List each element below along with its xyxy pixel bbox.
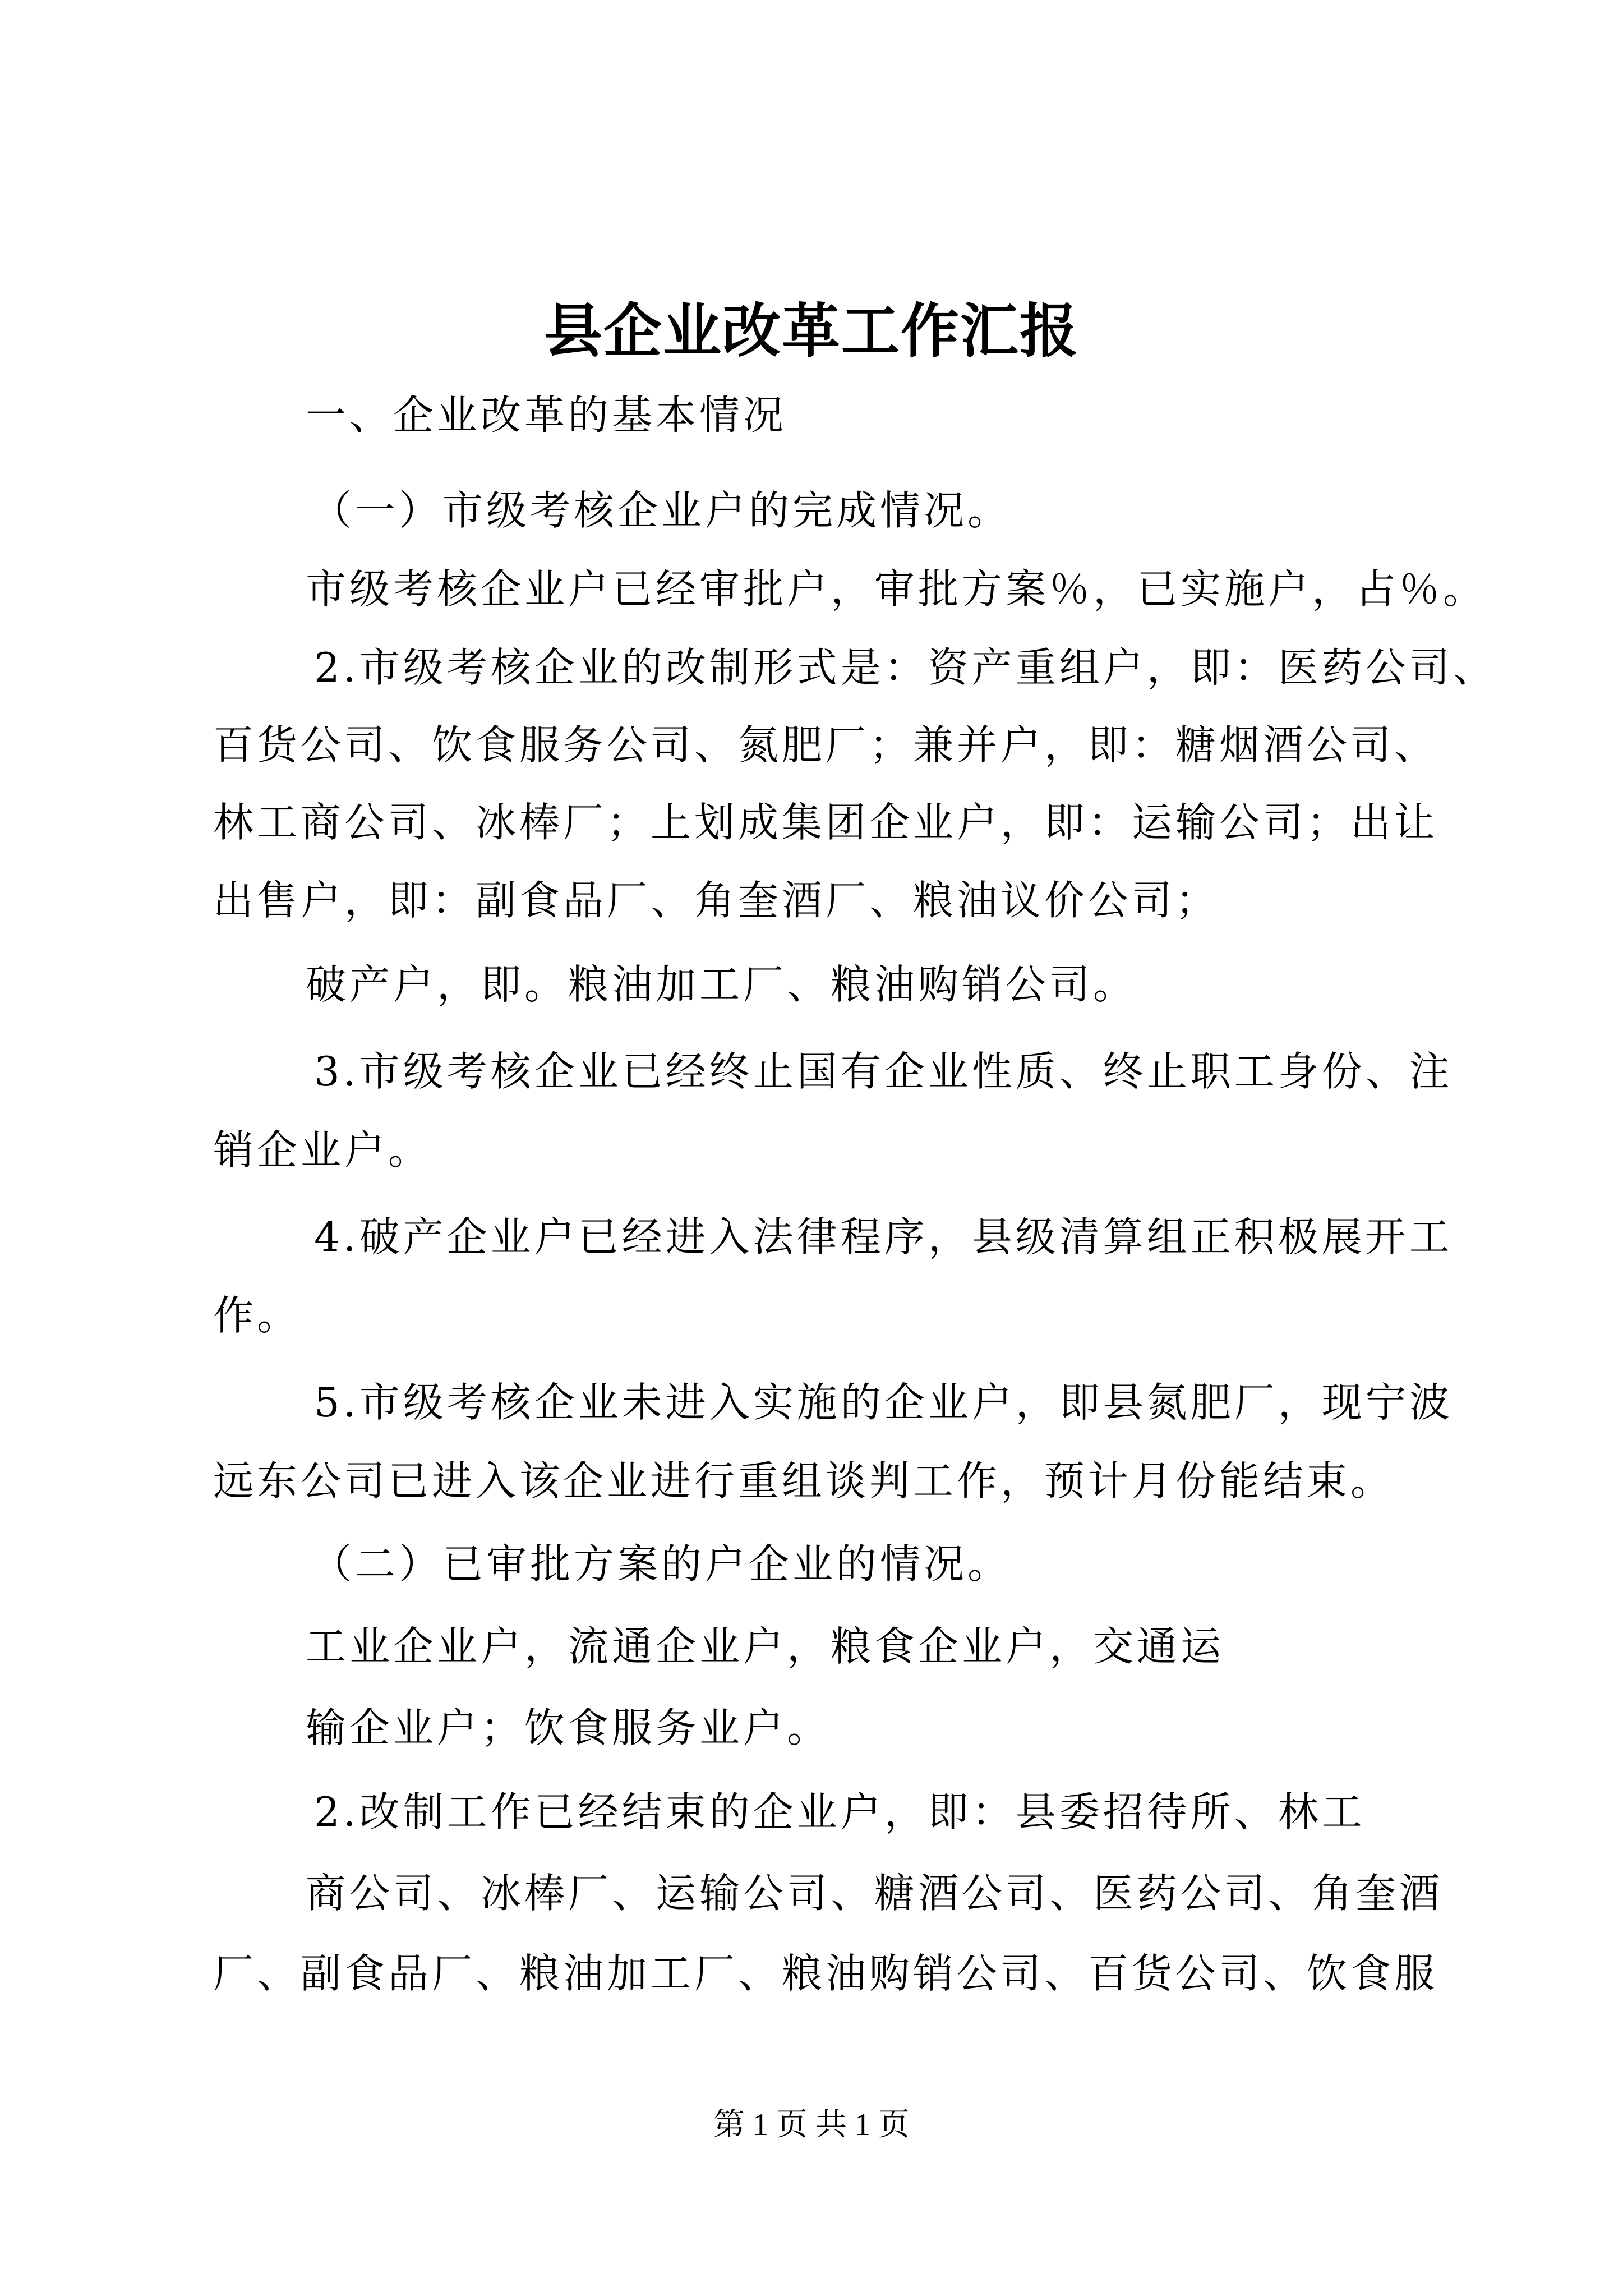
paragraph-line: 5.市级考核企业未进入实施的企业户，即县氮肥厂，现宁波 bbox=[314, 1379, 1453, 1426]
subsection-heading: （二）已审批方案的户企业的情况。 bbox=[311, 1540, 1012, 1588]
page-number-footer: 第 1 页 共 1 页 bbox=[713, 2108, 910, 2142]
paragraph-line: 输企业户；饮食服务业户。 bbox=[306, 1704, 831, 1751]
paragraph-line: 工业企业户，流通企业户，粮食企业户，交通运 bbox=[306, 1623, 1225, 1670]
paragraph-line: 远东公司已进入该企业进行重组谈判工作，预计月份能结束。 bbox=[213, 1457, 1395, 1504]
section-heading: 一、企业改革的基本情况 bbox=[306, 392, 787, 439]
paragraph-line: 林工商公司、冰棒厂；上划成集团企业户，即：运输公司；出让 bbox=[213, 799, 1438, 846]
paragraph-line: 4.破产企业户已经进入法律程序，县级清算组正积极展开工 bbox=[314, 1213, 1453, 1260]
paragraph-line: 商公司、冰棒厂、运输公司、糖酒公司、医药公司、角奎酒 bbox=[306, 1870, 1444, 1917]
paragraph-line: 2.改制工作已经结束的企业户，即：县委招待所、林工 bbox=[314, 1788, 1366, 1835]
paragraph-line: 作。 bbox=[213, 1292, 301, 1339]
paragraph-line: 2.市级考核企业的改制形式是：资产重组户，即：医药公司、 bbox=[314, 644, 1497, 691]
paragraph-line: 百货公司、饮食服务公司、氮肥厂；兼并户，即：糖烟酒公司、 bbox=[213, 721, 1438, 769]
subsection-heading: （一）市级考核企业户的完成情况。 bbox=[311, 487, 1012, 534]
paragraph-line: 市级考核企业户已经审批户，审批方案％，已实施户，占％。 bbox=[306, 565, 1487, 613]
paragraph-line: 出售户，即：副食品厂、角奎酒厂、粮油议价公司； bbox=[213, 877, 1220, 924]
paragraph-line: 厂、副食品厂、粮油加工厂、粮油购销公司、百货公司、饮食服 bbox=[213, 1950, 1438, 1997]
paragraph-line: 销企业户。 bbox=[213, 1126, 432, 1174]
paragraph-line: 3.市级考核企业已经终止国有企业性质、终止职工身份、注 bbox=[314, 1048, 1453, 1095]
document-title: 县企业改革工作汇报 bbox=[543, 296, 1079, 365]
paragraph-line: 破产户，即。粮油加工厂、粮油购销公司。 bbox=[306, 961, 1137, 1008]
